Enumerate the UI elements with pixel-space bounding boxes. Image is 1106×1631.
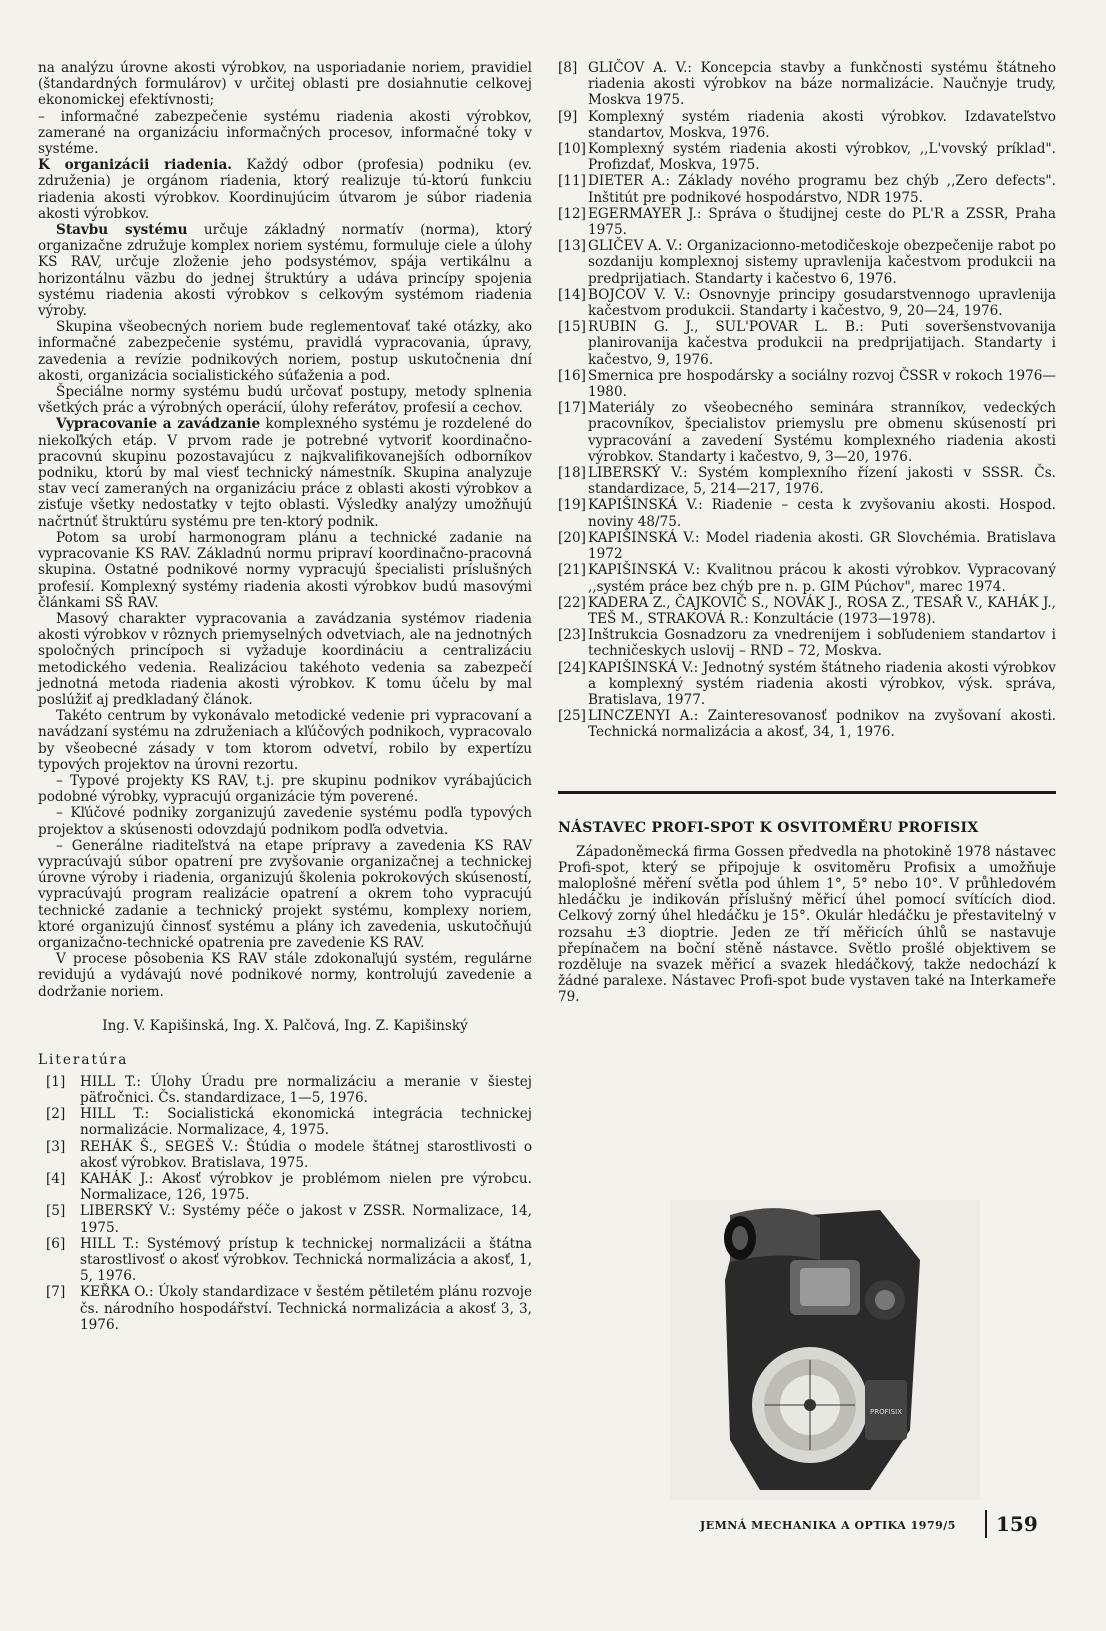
paragraph-text: určuje základný normatív (norma), ktorý organizačne združuje komplex noriem systému, formuluje ciele a úlohy KS RAV, určuje zloženie jeho podsystémov, spája vertikálnu a horizontálnu väzbu do jednej štruktúry a udáva princípy spojenia systému riadenia akosti výrobkov s celkovým systémom riadenia výroby. bbox=[38, 222, 532, 320]
reference-number: [2] bbox=[46, 1106, 66, 1123]
article-body: Západoněmecká firma Gossen předvedla na photokině 1978 nástavec Profi-spot, který se připojuje k osvitoměru Profisix a umožňuje maloplošné měření světla pod úhlem 1°, 5° nebo 10°. V průhledovém hledáčku je indikován příslušný měřicí úhel pomocí svítících diod. Celkový zorný úhel hledáčku je 15°. Okulár hledáčku je přestavitelný v rozsahu ±3 dioptrie. Jeden ze tří měřicích úhlů se nastavuje přepínačem na boční stěně nástavce. Světlo prošlé objektivem se rozděluje na svazek měřicí a svazek hledáčkový, takže nedochází k žádné paralexe. Nástavec Profi-spot bude vystaven také na Interkameře 79. bbox=[558, 843, 1056, 1006]
reference-text: Komplexný systém riadenia akosti výrobkov, ,,L'vovský príklad". Profizdať, Moskva, 1975. bbox=[588, 141, 1056, 174]
paragraph-lead: K organizácii riadenia. bbox=[38, 157, 233, 174]
reference-number: [21] bbox=[558, 562, 586, 579]
reference-number: [12] bbox=[558, 205, 586, 222]
reference-text: LINCZENYI A.: Zainteresovanosť podnikov na zvyšovaní akosti. Technická normalizácia a akosť, 34, 1, 1976. bbox=[588, 708, 1056, 741]
reference-text: GLIČOV A. V.: Koncepcia stavby a funkčnosti systému štátneho riadenia akosti výrobkov na báze normalizácie. Naučnyje trudy, Moskva 1975. bbox=[588, 60, 1056, 109]
right-column bbox=[558, 60, 1056, 1006]
reference-item bbox=[46, 1236, 532, 1285]
reference-item bbox=[558, 109, 1056, 141]
reference-item bbox=[558, 319, 1056, 368]
reference-number: [19] bbox=[558, 497, 586, 514]
reference-text: KAPIŠINSKÁ V.: Kvalitnou prácou k akosti výrobkov. Vypracovaný ,,systém práce bez chýb pre n. p. GIM Púchov", marec 1974. bbox=[588, 562, 1056, 595]
reference-item bbox=[46, 1139, 532, 1171]
paragraph: Špeciálne normy systému budú určovať postupy, metody splnenia všetkých prác a výrobných operácií, úlohy referátov, profesií a cechov. bbox=[38, 384, 532, 417]
reference-text: DIETER A.: Základy nového programu bez chýb ,,Zero defects". Inštitút pre podnikové hospodárstvo, NDR 1975. bbox=[588, 173, 1056, 206]
paragraph bbox=[38, 157, 532, 222]
reference-number: [14] bbox=[558, 286, 586, 303]
paragraph: – Kľúčové podniky zorganizujú zavedenie systému podľa typových projektov a skúsenosti odovzdajú podnikom podľa odvetvia. bbox=[38, 805, 532, 838]
reference-item bbox=[558, 562, 1056, 594]
reference-item bbox=[46, 1171, 532, 1203]
reference-number: [23] bbox=[558, 627, 586, 644]
reference-item bbox=[558, 173, 1056, 205]
paragraph-lead: Stavbu systému bbox=[56, 222, 188, 239]
reference-text: KAPIŠINSKÁ V.: Model riadenia akosti. GR Slovchémia. Bratislava 1972 bbox=[588, 529, 1056, 563]
brand-label: PROFISIX bbox=[870, 1408, 902, 1416]
paragraph: – Generálne riaditeľstvá na etape prípravy a zavedenia KS RAV vypracúvajú súbor opatrení pre zvyšovanie organizačnej a technickej úrovne výroby i riadenia, organizujú školenia pokrokových skúseností, vypracúvajú program realizácie opatrení a okrem toho vypracujú technické zadanie a technický projekt systému, komplexy noriem, ktoré organizujú činnosť systému a plány ich zavedenia, uskutočňujú organizačno-technické opatrenia pre zavedenie KS RAV. bbox=[38, 837, 532, 951]
reference-item bbox=[558, 141, 1056, 173]
reference-item bbox=[558, 368, 1056, 400]
reference-text: LIBERSKÝ V.: Systémy péče o jakost v ZSSR. Normalizace, 14, 1975. bbox=[80, 1203, 532, 1236]
paragraph: Potom sa urobí harmonogram plánu a technické zadanie na vypracovanie KS RAV. Základnú normu pripraví koordinačno-pracovná skupina. Ostatné podnikové normy vypracujú špecialisti príslušných profesií. Komplexný systémy riadenia akosti výrobkov budú masovými článkami SŠ RAV. bbox=[38, 529, 532, 611]
reference-item bbox=[46, 1203, 532, 1235]
reference-number: [16] bbox=[558, 367, 586, 384]
reference-text: KAPIŠINSKÁ V.: Jednotný systém štátneho riadenia akosti výrobkov a komplexný systém riadenia akosti výrobkov, výsk. správa, Bratislava, 1977. bbox=[588, 659, 1056, 708]
reference-text: HILL T.: Socialistická ekonomická integrácia technickej normalizácie. Normalizace, 4, 1975. bbox=[80, 1106, 532, 1139]
paragraph-lead: Vypracovanie a zavádzanie bbox=[56, 416, 261, 433]
reference-item bbox=[558, 497, 1056, 529]
reference-number: [11] bbox=[558, 173, 586, 190]
paragraph: – informačné zabezpečenie systému riadenia akosti výrobkov, zamerané na organizáciu informačných procesov, informačné toky v systéme. bbox=[38, 108, 532, 158]
reference-number: [15] bbox=[558, 319, 586, 336]
article-title: NÁSTAVEC PROFI-SPOT K OSVITOMĚRU PROFISIX bbox=[558, 819, 979, 836]
left-column bbox=[38, 60, 532, 1333]
reference-item bbox=[558, 287, 1056, 319]
light-meter-image bbox=[670, 1200, 980, 1500]
reference-item bbox=[46, 1074, 532, 1106]
reference-number: [18] bbox=[558, 465, 586, 482]
reference-text: HILL T.: Systémový prístup k technickej normalizácii a štátna starostlivosť o akosť výrobkov. Technická normalizácia a akosť, 1, 5, 1976. bbox=[80, 1235, 532, 1285]
reference-list bbox=[558, 60, 1056, 741]
paragraph: Takéto centrum by vykonávalo metodické vedenie pri vypracovaní a navádzaní systému na združeniach a kľúčových podnikoch, vypracovalo by všeobecné zásady v tom ktorom odvetví, robilo by expertízu typových projektov na úrovni rezortu. bbox=[38, 708, 532, 773]
reference-item bbox=[558, 530, 1056, 562]
journal-name: JEMNÁ MECHANIKA A OPTIKA 1979/5 bbox=[700, 1519, 956, 1532]
reference-text: HILL T.: Úlohy Úradu pre normalizáciu a meranie v šiestej päťročnici. Čs. standardizace, 1—5, 1976. bbox=[80, 1073, 532, 1106]
reference-number: [24] bbox=[558, 659, 586, 676]
reference-text: Materiály zo všeobecného seminára stranníkov, vedeckých pracovníkov, špecialistov priemyslu pre obmenu skúseností pri vypracování a zavedení Systému komplexného riadenia akosti výrobkov. Standarty i kačestvo, 9, 3—20, 1976. bbox=[588, 400, 1056, 465]
paragraph-text: komplexného systému je rozdelené do niekoľkých etáp. V prvom rade je potrebné vytvoriť koordinačno-pracovnú skupinu pozostavajúcu z najkvalifikovanejších odborníkov podniku, ktorú by mal viesť technický námestník. Skupina analyzuje stav vecí zameraných na organizáciu práce z oblasti akosti výrobkov a zisťuje všetky nedostatky v tejto oblasti. Výsledky analýzy umožňujú načrtnúť štruktúru systému pre ten-ktorý podnik. bbox=[38, 416, 532, 530]
reference-number: [3] bbox=[46, 1138, 66, 1155]
reference-text: KAHÁK J.: Akosť výrobkov je problémom nielen pre výrobcu. Normalizace, 126, 1975. bbox=[80, 1171, 532, 1204]
reference-item bbox=[558, 465, 1056, 497]
reference-text: LIBERSKÝ V.: Systém komplexního řízení jakosti v SSSR. Čs. standardizace, 5, 214—217, 1976. bbox=[588, 465, 1056, 498]
reference-item bbox=[558, 595, 1056, 627]
paragraph: V procese pôsobenia KS RAV stále zdokonaľujú systém, regulárne revidujú a vydávajú nové podnikové normy, kontrolujú zavedenie a dodržanie noriem. bbox=[38, 951, 532, 1000]
paragraph: Masový charakter vypracovania a zavádzania systémov riadenia akosti výrobkov v rôznych priemyselných odvetviach, ale na jednotných spoločných princípoch si vyžaduje koordináciu a centralizáciu metodického vedenia. Realizáciou takéhoto vedenia sa zabezpečí jednotná metoda riadenia akosti výrobkov. K tomu účelu by mal poslúžiť aj predkladaný článok. bbox=[38, 610, 532, 708]
reference-number: [22] bbox=[558, 594, 586, 611]
reference-text: REHÁK Š., SEGEŠ V.: Štúdia o modele štátnej starostlivosti o akosť výrobkov. Bratislava, 1975. bbox=[80, 1138, 532, 1171]
reference-text: BOJCOV V. V.: Osnovnyje principy gosudarstvennogo upravlenija kačestvom produkcii. Standarty i kačestvo, 9, 20—24, 1976. bbox=[588, 286, 1056, 320]
reference-text: KAPIŠINSKÁ V.: Riadenie – cesta k zvyšovaniu akosti. Hospod. noviny 48/75. bbox=[588, 497, 1056, 530]
page-number: 159 bbox=[996, 1512, 1038, 1536]
paragraph bbox=[38, 222, 532, 319]
reference-item bbox=[558, 60, 1056, 109]
paragraph-text: Každý odbor (profesia) podniku (ev. združenia) je orgánom riadenia, ktorý realizuje tú-ktorú funkciu riadenia akosti výrobkov. Koordinujúcim útvarom je súbor riadenia akosti výrobkov. bbox=[38, 157, 532, 222]
reference-text: RUBIN G. J., SUL'POVAR L. B.: Puti soveršenstvovanija planirovanija kačestva produkcii na predprijatijach. Standarty i kačestvo, 9, 1976. bbox=[588, 319, 1056, 368]
section-divider bbox=[558, 791, 1056, 794]
reference-number: [10] bbox=[558, 141, 586, 158]
reference-number: [17] bbox=[558, 400, 586, 417]
reference-text: GLIČEV A. V.: Organizacionno-metodičeskoje obezpečenije rabot po sozdaniju komplexnoj sistemy upravlenija kačestvom produkcii na predprijatiach. Standarty i kačestvo 6, 1976. bbox=[588, 238, 1056, 287]
reference-text: KADERA Z., ČAJKOVIČ S., NOVÁK J., ROSA Z., TESAŘ V., KAHÁK J., TEŠ M., STRAKOVÁ R.: Konzultácie (1973—1978). bbox=[588, 594, 1056, 627]
reference-text: Smernica pre hospodársky a sociálny rozvoj ČSSR v rokoch 1976—1980. bbox=[588, 367, 1056, 401]
reference-number: [4] bbox=[46, 1171, 66, 1187]
reference-number: [20] bbox=[558, 529, 586, 546]
reference-number: [1] bbox=[46, 1073, 66, 1090]
reference-list bbox=[46, 1074, 532, 1333]
reference-number: [5] bbox=[46, 1203, 66, 1220]
reference-number: [6] bbox=[46, 1235, 66, 1252]
paragraph: na analýzu úrovne akosti výrobkov, na usporiadanie noriem, pravidiel (štandardných formulárov) v určitej oblasti pre dosiahnutie celkovej ekonomickej efektívnosti; bbox=[38, 60, 532, 109]
reference-number: [13] bbox=[558, 238, 586, 255]
reference-number: [8] bbox=[558, 60, 578, 76]
paragraph: Skupina všeobecných noriem bude reglementovať také otázky, ako informačné zabezpečenie systému, pravidlá vypracovania, úpravy, zavedenia a revízie podnikových noriem, postup uskutočnenia dní akosti, organizácia socialistického súťaženia a pod. bbox=[38, 319, 532, 384]
reference-item bbox=[558, 400, 1056, 465]
authors: Ing. V. Kapišinská, Ing. X. Palčová, Ing. Z. Kapišinský bbox=[102, 1017, 468, 1034]
page-footer bbox=[700, 1510, 1060, 1540]
reference-item bbox=[558, 206, 1056, 238]
reference-text: Inštrukcia Gosnadzoru za vnedrenijem i sobľudeniem standartov i techničeskych uslovij – RND – 72, Moskva. bbox=[588, 627, 1056, 660]
reference-item bbox=[558, 708, 1056, 740]
reference-item bbox=[558, 238, 1056, 287]
product-photo bbox=[670, 1200, 980, 1500]
reference-text: KEŘKA O.: Úkoly standardizace v šestém pětiletém plánu rozvoje čs. národního hospodářství. Technická normalizácia a akosť 3, 3, 1976. bbox=[80, 1284, 532, 1333]
reference-item bbox=[558, 660, 1056, 709]
footer-divider bbox=[985, 1510, 987, 1538]
reference-item bbox=[46, 1284, 532, 1333]
reference-number: [25] bbox=[558, 708, 586, 725]
literature-heading: Literatúra bbox=[38, 1051, 129, 1068]
reference-text: Komplexný systém riadenia akosti výrobkov. Izdavateľstvo standartov, Moskva, 1976. bbox=[588, 108, 1056, 141]
reference-text: EGERMAYER J.: Správa o študijnej ceste do PL'R a ZSSR, Praha 1975. bbox=[588, 205, 1056, 239]
reference-item bbox=[558, 627, 1056, 659]
reference-number: [9] bbox=[558, 108, 578, 125]
paragraph: – Typové projekty KS RAV, t.j. pre skupinu podnikov vyrábajúcich podobné výrobky, vypracujú organizácie tým poverené. bbox=[38, 772, 532, 806]
reference-item bbox=[46, 1106, 532, 1138]
reference-number: [7] bbox=[46, 1284, 66, 1301]
paragraph bbox=[38, 416, 532, 529]
